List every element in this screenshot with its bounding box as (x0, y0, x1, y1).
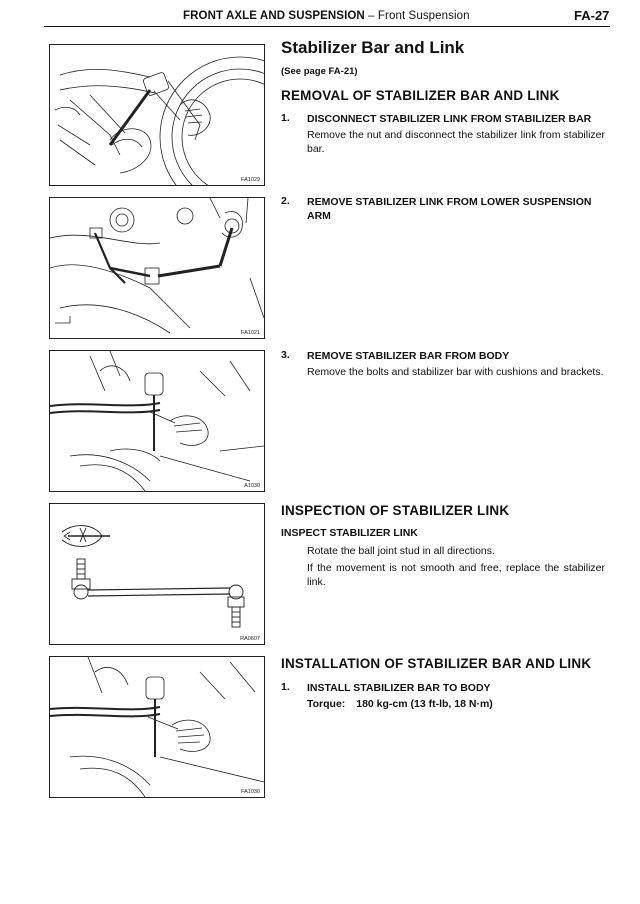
removal-step-3-text: Remove the bolts and stabilizer bar with cushions and brackets. (307, 366, 604, 378)
step-label: REMOVE STABILIZER LINK FROM LOWER SUSPENSION ARM (307, 196, 592, 222)
inspection-subheading: INSPECT STABILIZER LINK (281, 527, 418, 539)
removal-step-1-text: Remove the nut and disconnect the stabilizer link from stabilizer bar. (307, 129, 605, 155)
section-title: Stabilizer Bar and Link (281, 38, 465, 57)
figure-code: FA1030 (241, 789, 260, 795)
step-number: 1. (281, 112, 290, 124)
page-header (0, 0, 640, 30)
header-section: FRONT AXLE AND SUSPENSION (183, 10, 365, 22)
figure-install-bar (49, 656, 265, 798)
figure-remove-bar (49, 350, 265, 492)
inspection-heading: INSPECTION OF STABILIZER LINK (281, 503, 510, 518)
stabilizer-bar-install-illustration (50, 657, 264, 797)
step-label: INSTALL STABILIZER BAR TO BODY (307, 682, 491, 694)
inspection-line-2: If the movement is not smooth and free, replace the stabilizer link. (307, 562, 605, 588)
figure-inspect-link (49, 503, 265, 645)
step-number: 3. (281, 349, 290, 361)
step-label: REMOVE STABILIZER BAR FROM BODY (307, 350, 510, 362)
see-page-reference: (See page FA-21) (281, 66, 358, 77)
stabilizer-bar-removal-illustration (50, 351, 264, 491)
step-label: DISCONNECT STABILIZER LINK FROM STABILIZER BAR (307, 113, 592, 125)
torque-label: Torque: (307, 698, 346, 710)
header-title (183, 10, 470, 22)
removal-heading: REMOVAL OF STABILIZER BAR AND LINK (281, 88, 560, 103)
figure-code: FA1029 (241, 177, 260, 183)
figure-code: FA1021 (241, 330, 260, 336)
torque-value: 180 kg-cm (13 ft-lb, 18 N·m) (356, 698, 493, 710)
step-number: 2. (281, 195, 290, 207)
wrench-on-link-nut-illustration (50, 45, 264, 185)
figure-code: A1030 (244, 483, 260, 489)
stabilizer-link-rotation-illustration (50, 504, 264, 644)
header-separator: – (368, 10, 375, 22)
page-number: FA-27 (574, 8, 610, 23)
figure-code: RA0607 (240, 636, 260, 642)
figure-disconnect-link (49, 44, 265, 186)
step-number: 1. (281, 681, 290, 693)
header-divider (44, 26, 610, 27)
figure-remove-link (49, 197, 265, 339)
ratchet-on-lower-arm-illustration (50, 198, 264, 338)
installation-heading: INSTALLATION OF STABILIZER BAR AND LINK (281, 656, 592, 671)
torque-spec (307, 698, 493, 710)
inspection-line-1: Rotate the ball joint stud in all directions. (307, 545, 495, 557)
header-subsection: Front Suspension (377, 10, 470, 22)
